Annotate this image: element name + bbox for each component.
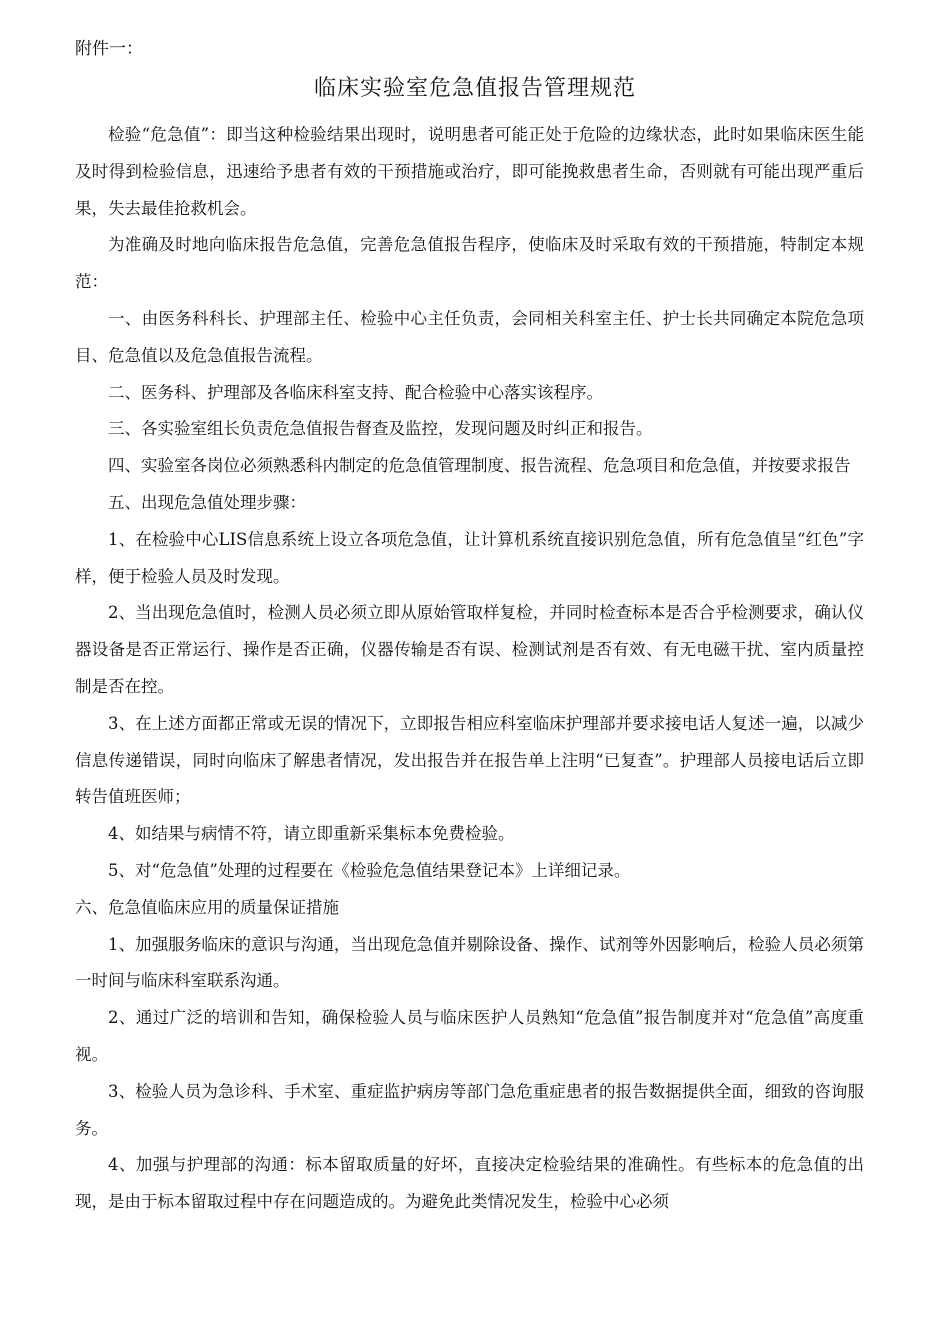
document-body (75, 117, 864, 1221)
paragraph-step-3: 3、在上述方面都正常或无误的情况下，立即报告相应科室临床护理部并要求接电话人复述一遍，以减少信息传递错误，同时向临床了解患者情况，发出报告并在报告单上注明“已复查”。护理部人员接电话后立即转告值班医师； (75, 713, 864, 807)
paragraph-item-5-heading: 五、出现危急值处理步骤： (108, 492, 306, 512)
paragraph-definition: 检验“危急值”：即当这种检验结果出现时，说明患者可能正处于危险的边缘状态，此时如果临床医生能及时得到检验信息，迅速给予患者有效的干预措施或治疗，即可能挽救患者生命，否则就有可能出现严重后果，失去最佳抢救机会。 (75, 125, 864, 218)
paragraph-step-2: 2、当出现危急值时，检测人员必须立即从原始管取样复检，并同时检查标本是否合乎检测要求，确认仪器设备是否正常运行、操作是否正确，仪器传输是否有误、检测试剂是否有效、有无电磁干扰、室内质量控制是否在控。 (75, 603, 864, 696)
document-title: 临床实验室危急值报告管理规范 (313, 76, 636, 101)
paragraph-item-1: 一、由医务科科长、护理部主任、检验中心主任负责，会同相关科室主任、护士长共同确定本院危急项目、危急值以及危急值报告流程。 (75, 308, 864, 365)
paragraph-purpose: 为准确及时地向临床报告危急值，完善危急值报告程序，使临床及时采取有效的干预措施，特制定本规范： (75, 235, 864, 292)
paragraph-measure-1: 1、加强服务临床的意识与沟通，当出现危急值并剔除设备、操作、试剂等外因影响后，检验人员必须第一时间与临床科室联系沟通。 (75, 934, 864, 991)
paragraph-step-5: 5、对“危急值”处理的过程要在《检验危急值结果登记本》上详细记录。 (108, 860, 631, 880)
paragraph-measure-4: 4、加强与护理部的沟通：标本留取质量的好坏，直接决定检验结果的准确性。有些标本的危急值的出现，是由于标本留取过程中存在问题造成的。为避免此类情况发生，检验中心必须 (75, 1155, 864, 1212)
paragraph-step-1: 1、在检验中心LIS信息系统上设立各项危急值，让计算机系统直接识别危急值，所有危急值呈“红色”字样，便于检验人员及时发现。 (75, 529, 864, 586)
paragraph-measure-3: 3、检验人员为急诊科、手术室、重症监护病房等部门急危重症患者的报告数据提供全面，细致的咨询服务。 (75, 1081, 864, 1138)
paragraph-item-2: 二、医务科、护理部及各临床科室支持、配合检验中心落实该程序。 (108, 382, 603, 402)
attachment-label: 附件一： (75, 39, 143, 59)
paragraph-item-3: 三、各实验室组长负责危急值报告督查及监控，发现问题及时纠正和报告。 (108, 419, 653, 439)
paragraph-item-4: 四、实验室各岗位必须熟悉科内制定的危急值管理制度、报告流程、危急项目和危急值，并按要求报告 (108, 456, 851, 476)
paragraph-step-4: 4、如结果与病情不符，请立即重新采集标本免费检验。 (108, 824, 515, 844)
paragraph-item-6-heading: 六、危急值临床应用的质量保证措施 (75, 897, 339, 917)
paragraph-measure-2: 2、通过广泛的培训和告知，确保检验人员与临床医护人员熟知“危急值”报告制度并对“危急值”高度重视。 (75, 1008, 864, 1064)
